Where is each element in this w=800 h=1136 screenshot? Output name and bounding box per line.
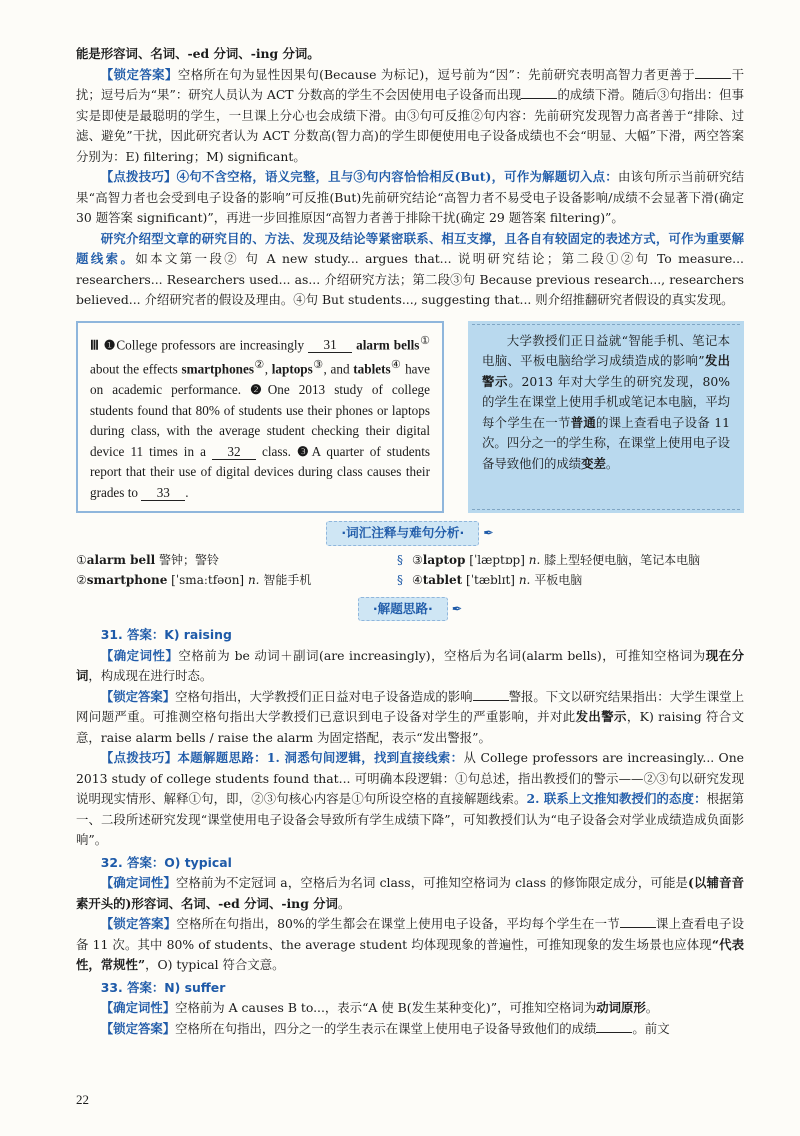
quill-icon: ✒ bbox=[451, 600, 463, 616]
solution-section-title: ·解题思路· bbox=[358, 597, 448, 622]
tips-para: 【点拨技巧】④句不含空格，语义完整，且与③句内容恰恰相反(But)，可作为解题切入点：由该句所示当前研究结果“高智力者也会受到电子设备的影响”可反推(But)先前研究结论“高智力者不易受电子设备影响/成绩不会显著下滑(确定 30 题答案 significant)”，再进一步回推原因“高智力者善于排除干扰(确定 29 题答案 filtering)”。 bbox=[76, 169, 745, 225]
para-continuation: 能是形容词、名词、-ed 分词、-ing 分词。 bbox=[76, 46, 320, 61]
method-para: 研究介绍型文章的研究目的、方法、发现及结论等紧密联系、相互支撑，且各自有较固定的表述方式，可作为重要解题线索。如本文第一段② 句 A new study... argues that... 说明研究结论；第二段①②句 To measure... researchers... Researchers used... as... 介绍研究方法；第二段③句 Because previous research..., researchers believed... 介绍研究者的假设及理由。④句 But students..., suggesting that... 则介绍推翻研究者假设的真实发现。 bbox=[76, 230, 745, 307]
q32-determine-pos: 【确定词性】空格前为不定冠词 a，空格后为名词 class，可推知空格词为 class 的修饰限定成分，可能是(以辅音音素开头的)形容词、名词、-ed 分词、-ing 分词。 bbox=[76, 875, 744, 911]
chain-separator-icon: § bbox=[397, 552, 403, 567]
answer-31-heading: 31. 答案：K) raising bbox=[100, 627, 232, 643]
passage-row bbox=[76, 321, 744, 514]
vocab-item: ③laptop [ˈlæptɒp] n. 膝上型轻便电脑，笔记本电脑 bbox=[412, 552, 701, 567]
vocab-section-title: ·词汇注释与难句分析· bbox=[326, 521, 479, 546]
q32-lock-answer: 【锁定答案】空格所在句指出，80%的学生都会在课堂上使用电子设备，平均每个学生在一节 课上查看电子设备 11 次。其中 80% of students、the average student 均体现现象的普遍性，可推知现象的发生场景也应体现“代表性，常规性”，O) typical 符合文意。 bbox=[76, 916, 745, 973]
q33-determine-pos: 【确定词性】空格前为 A causes B to...，表示“A 使 B(发生某种变化)”，可推知空格词为动词原形。 bbox=[100, 1000, 659, 1016]
q31-lock-answer: 【锁定答案】空格句指出，大学教授们正日益对电子设备造成的影响 警报。下文以研究结果指出：大学生课堂上网问题严重。可推测空格句指出大学教授们已意识到电子设备对学生的严重影响，并对此发出警示，K) raising 符合文意，raise alarm bells / raise the alarm 为固定搭配，表示“发出警报”。 bbox=[76, 688, 745, 745]
lock-answer-para: 【锁定答案】空格所在句为显性因果句(Because 为标记)，逗号前为“因”：先前研究表明高智力者更善于 干扰；逗号后为“果”：研究人员认为 ACT 分数高的学生不会因使用电子设备而出现 的成绩下滑。随后③句指出：但事实是即使是最聪明的学生，一旦课上分心也会成绩下滑。由③句可反推②句内容：先前研究发现智力高者善于“排除、过滤、避免”干扰，因此研究者认为 ACT 分数高(智力高)的学生即便使用电子设备成绩也不会“明显、大幅”下滑，两空答案分别为：E) filtering；M) significant。 bbox=[76, 66, 745, 164]
chain-separator-icon: § bbox=[397, 573, 403, 588]
q31-tips: 【点拨技巧】本题解题思路：1. 洞悉句间逻辑，找到直接线索：从 College professors are increasingly... One 2013 study of college students found that... 可明确本段逻辑：①句总述，指出教授们的警示——②③句以研究发现说明现实情形、解释①句，即，②③句核心内容是①句所设空格的直接解题线索。2. 联系上文推知教授们的态度：根据第一、二段所述研究发现“课堂使用电子设备会导致所有学生成绩下降”，可知教授们认为“电子设备会对学业成绩造成负面影响”。 bbox=[76, 750, 745, 848]
vocab-item: ①alarm bell 警钟；警铃 bbox=[76, 552, 220, 567]
blank-32: 32 bbox=[212, 444, 256, 460]
blank-31: 31 bbox=[308, 337, 352, 353]
vocab-section-header bbox=[76, 521, 744, 546]
blank-line bbox=[620, 915, 656, 928]
q33-lock-answer: 【锁定答案】空格所在句指出，四分之一的学生表示在课堂上使用电子设备导致他们的成绩 。前文 bbox=[100, 1020, 670, 1036]
quill-icon: ✒ bbox=[483, 525, 494, 541]
blank-line bbox=[596, 1020, 632, 1033]
blank-33: 33 bbox=[141, 485, 185, 501]
q31-determine-pos: 【确定词性】空格前为 be 动词＋副词(are increasingly)，空格后为名词(alarm bells)，可推知空格词为现在分词，构成现在进行时态。 bbox=[76, 647, 745, 684]
blank-line bbox=[695, 66, 731, 79]
lock-answer-tag: 【锁定答案】 bbox=[100, 66, 178, 82]
vocab-item: ②smartphone [ˈsmaːtfəʊn] n. 智能手机 bbox=[76, 573, 312, 588]
blank-line bbox=[521, 86, 557, 99]
vocab-list bbox=[76, 550, 744, 591]
solution-section-header bbox=[76, 597, 744, 622]
page-number: 22 bbox=[76, 1092, 89, 1107]
chinese-translation: 大学教授们正日益就“智能手机、笔记本电脑、平板电脑给学习成绩造成的影响”发出警示。2013 年对大学生的研究发现，80%的学生在课堂上使用手机或笔记本电脑，平均每个学生在一节普通的课上查看电子设备 11 次。四分之一的学生称，在课堂上使用电子设备导致他们的成绩变差。 bbox=[468, 321, 744, 514]
answer-33-heading: 33. 答案：N) suffer bbox=[100, 979, 226, 995]
english-passage: Ⅲ ❶College professors are increasingly 31 alarm bells① about the effects smartphones②, laptops③, and tablets④ have on academic performance. ❷One 2013 study of college students found that 80% of students use their phones or laptops during class, with the average student checking their digital device 11 times in a 32 class. ❸A quarter of students report that their use of digital devices during class causes their grades to 33 . bbox=[76, 321, 444, 514]
vocab-item: ④tablet [ˈtæblɪt] n. 平板电脑 bbox=[412, 573, 583, 588]
answer-32-heading: 32. 答案：O) typical bbox=[100, 854, 232, 870]
page-content bbox=[76, 44, 744, 1039]
blank-line bbox=[473, 688, 509, 701]
